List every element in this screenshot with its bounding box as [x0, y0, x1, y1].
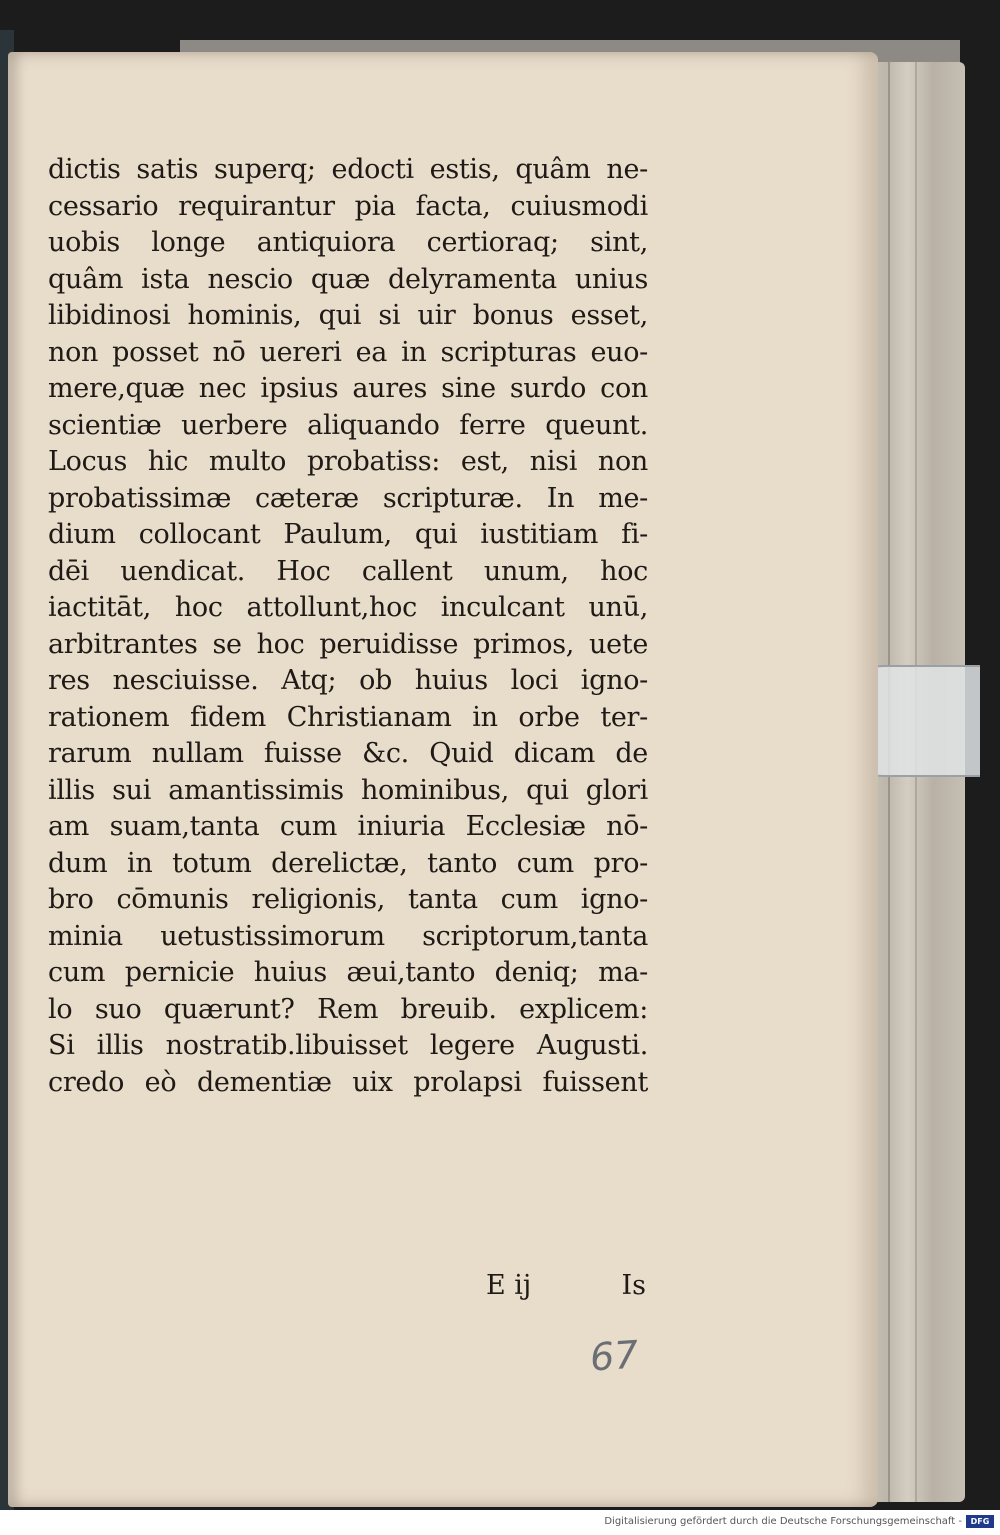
text-block	[48, 152, 648, 1101]
text-line: dictis satis superq; edocti estis, quâm ne-	[48, 154, 648, 185]
text-line: bro cōmunis religionis, tanta cum igno-	[48, 884, 648, 915]
text-line: arbitrantes se hoc peruidisse primos, uete	[48, 628, 648, 660]
catchword-line	[486, 1270, 646, 1301]
text-line: res nesciuisse. Atq; ob huius loci igno-	[48, 665, 648, 696]
text-line: rarum nullam fuisse &c. Quid dicam de	[48, 738, 648, 769]
text-line: cessario requirantur pia facta, cuiusmodi	[48, 190, 648, 222]
text-line: iactitāt, hoc attollunt,hoc inculcant unū,	[48, 592, 648, 623]
text-line: quâm ista nescio quæ delyramenta unius	[48, 263, 648, 295]
text-line: Locus hic multo probatiss: est, nisi non	[48, 446, 648, 477]
text-line: libidinosi hominis, qui si uir bonus esset,	[48, 300, 648, 331]
text-line: dum in totum derelictæ, tanto cum pro-	[48, 847, 648, 879]
text-line: mere,quæ nec ipsius aures sine surdo con	[48, 373, 648, 404]
text-line: minia uetustissimorum scriptorum,tanta	[48, 920, 648, 952]
text-line: cum pernicie huius æui,tanto deniq; ma-	[48, 957, 648, 988]
text-line: scientiæ uerbere aliquando ferre queunt.	[48, 409, 648, 441]
text-line: illis sui amantissimis hominibus, qui glori	[48, 774, 648, 806]
text-line: credo eò dementiæ uix prolapsi fuissent	[48, 1066, 648, 1098]
text-line: dium collocant Paulum, qui iustitiam fi-	[48, 519, 648, 550]
text-line: Si illis nostratib.libuisset legere Augusti.	[48, 1030, 648, 1061]
dfg-logo-icon: DFG	[966, 1515, 994, 1528]
footer-bar	[0, 1510, 1000, 1535]
text-line: probatissimæ cæteræ scripturæ. In me-	[48, 482, 648, 514]
text-line: lo suo quærunt? Rem breuib. explicem:	[48, 993, 648, 1025]
text-line: non posset nō uereri ea in scripturas euo-	[48, 336, 648, 368]
book-page	[8, 52, 878, 1507]
text-line: am suam,tanta cum iniuria Ecclesiæ nō-	[48, 811, 648, 842]
catchword: Is	[621, 1270, 646, 1301]
text-line: dēi uendicat. Hoc callent unum, hoc	[48, 555, 648, 587]
handwritten-folio-number: 67	[588, 1332, 640, 1380]
text-line: rationem fidem Christianam in orbe ter-	[48, 701, 648, 733]
text-line: uobis longe antiquiora certioraq; sint,	[48, 227, 648, 258]
signature-mark: E ij	[486, 1270, 532, 1301]
footer-credit: Digitalisierung gefördert durch die Deutsche Forschungsgemeinschaft -	[604, 1516, 962, 1527]
